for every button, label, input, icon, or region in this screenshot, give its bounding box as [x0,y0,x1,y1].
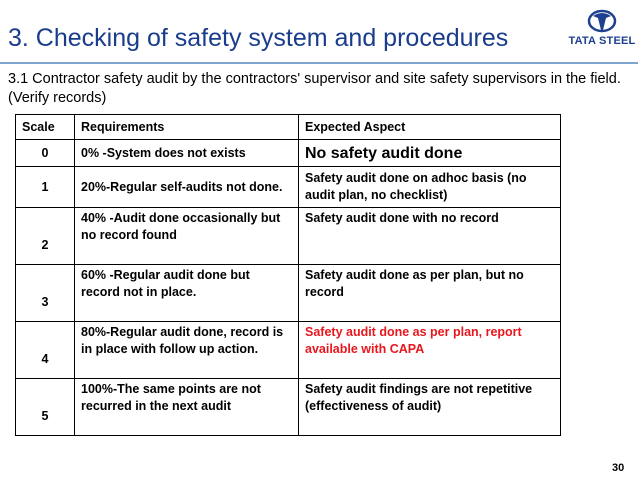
scale-cell: 2 [16,208,75,265]
table-row [16,140,561,167]
scale-cell: 0 [16,140,75,167]
slide-title: 3. Checking of safety system and procedures [8,24,509,52]
scale-cell: 5 [16,379,75,436]
header-requirements: Requirements [75,115,299,140]
requirement-cell: 60% -Regular audit done but record not in place. [75,265,299,322]
expected-cell: Safety audit done with no record [299,208,561,265]
expected-cell: Safety audit done on adhoc basis (no audit plan, no checklist) [299,167,561,208]
scale-cell: 4 [16,322,75,379]
scale-cell: 3 [16,265,75,322]
table-row [16,322,561,379]
expected-cell-highlight: Safety audit done as per plan, report available with CAPA [299,322,561,379]
requirement-cell: 0% -System does not exists [75,140,299,167]
requirement-cell: 100%-The same points are not recurred in the next audit [75,379,299,436]
requirement-cell: 20%-Regular self-audits not done. [75,167,299,208]
requirement-cell: 40% -Audit done occasionally but no record found [75,208,299,265]
table-row [16,379,561,436]
page-number: 30 [612,462,625,474]
table-row [16,167,561,208]
safety-audit-table [15,114,561,436]
logo-text: TATA STEEL [568,35,636,47]
tata-logo-icon [572,6,632,56]
expected-cell: No safety audit done [299,140,561,167]
title-divider [0,62,638,64]
header-expected-aspect: Expected Aspect [299,115,561,140]
requirement-cell: 80%-Regular audit done, record is in place with follow up action. [75,322,299,379]
expected-cell: Safety audit findings are not repetitive (effectiveness of audit) [299,379,561,436]
scale-cell: 1 [16,167,75,208]
table-row [16,265,561,322]
header-scale: Scale [16,115,75,140]
table-header-row [16,115,561,140]
slide-subtitle: 3.1 Contractor safety audit by the contractors' supervisor and site safety supervisors in the field. (Verify records) [8,71,621,106]
table-row [16,208,561,265]
expected-cell: Safety audit done as per plan, but no record [299,265,561,322]
